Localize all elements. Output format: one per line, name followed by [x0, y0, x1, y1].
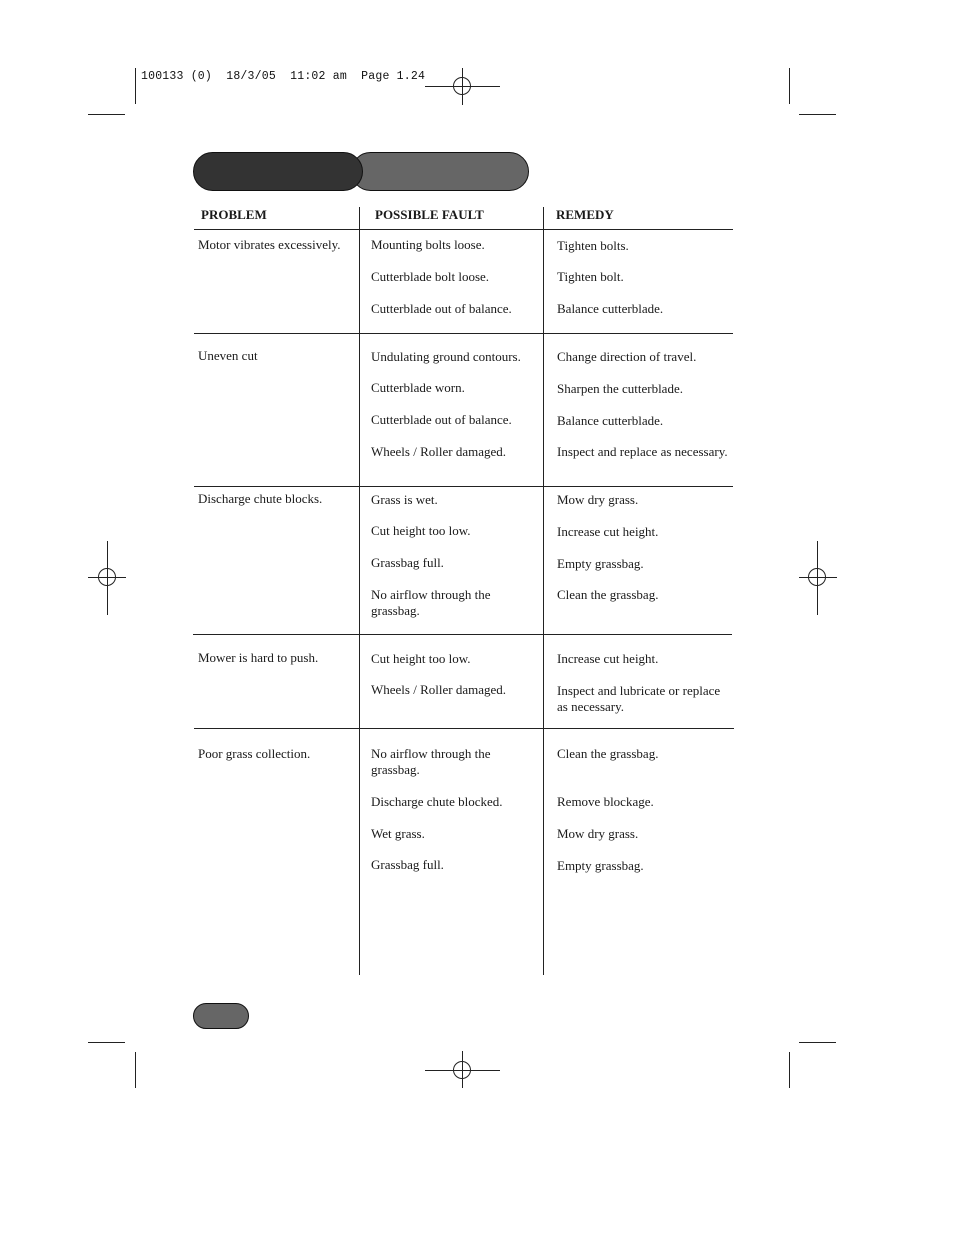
fault-cell: Discharge chute blocked.	[371, 794, 503, 809]
fault-cell: Cutterblade bolt loose.	[371, 269, 490, 284]
print-slug: 100133 (0) 18/3/05 11:02 am Page 1.24	[141, 70, 426, 83]
page-number-tab	[193, 1003, 249, 1029]
fault-cell: No airflow through the	[371, 746, 491, 761]
fault-cell: Grass is wet.	[371, 492, 438, 507]
fault-cell: Wet grass.	[371, 826, 425, 841]
fault-cell: Cutterblade out of balance.	[371, 412, 512, 427]
problem-cell: Uneven cut	[198, 348, 258, 363]
remedy-cell: Inspect and lubricate or replace	[557, 683, 721, 698]
fault-cell: Cut height too low.	[371, 651, 471, 666]
header-problem: PROBLEM	[201, 207, 267, 222]
remedy-cell: Mow dry grass.	[557, 826, 639, 841]
fault-cell: grassbag.	[371, 603, 420, 618]
fault-cell: Undulating ground contours.	[371, 349, 521, 364]
remedy-cell: as necessary.	[557, 699, 625, 714]
remedy-cell: Inspect and replace as necessary.	[557, 444, 728, 459]
fault-cell: Cutterblade out of balance.	[371, 301, 512, 316]
remedy-cell: Clean the grassbag.	[557, 587, 659, 602]
problem-cell: Motor vibrates excessively.	[198, 237, 341, 252]
problem-cell: Mower is hard to push.	[198, 650, 319, 665]
remedy-cell: Tighten bolt.	[557, 269, 624, 284]
fault-cell: grassbag.	[371, 762, 420, 777]
fault-cell: No airflow through the	[371, 587, 491, 602]
row-rule	[193, 634, 732, 635]
remedy-cell: Balance cutterblade.	[557, 413, 664, 428]
remedy-cell: Clean the grassbag.	[557, 746, 659, 761]
remedy-cell: Empty grassbag.	[557, 556, 644, 571]
fault-cell: Cutterblade worn.	[371, 380, 465, 395]
fault-cell: Cut height too low.	[371, 523, 471, 538]
remedy-cell: Increase cut height.	[557, 651, 659, 666]
remedy-cell: Empty grassbag.	[557, 858, 644, 873]
fault-cell: Grassbag full.	[371, 555, 444, 570]
remedy-cell: Remove blockage.	[557, 794, 654, 809]
row-rule	[194, 486, 733, 487]
remedy-cell: Tighten bolts.	[557, 238, 629, 253]
header-tab-secondary	[351, 152, 529, 191]
fault-cell: Mounting bolts loose.	[371, 237, 485, 252]
remedy-cell: Increase cut height.	[557, 524, 659, 539]
problem-cell: Poor grass collection.	[198, 746, 311, 761]
header-remedy: REMEDY	[556, 207, 614, 222]
remedy-cell: Sharpen the cutterblade.	[557, 381, 683, 396]
problem-cell: Discharge chute blocks.	[198, 491, 323, 506]
remedy-cell: Balance cutterblade.	[557, 301, 664, 316]
header-tab-primary	[193, 152, 363, 191]
header-possible-fault: POSSIBLE FAULT	[375, 207, 484, 222]
fault-cell: Wheels / Roller damaged.	[371, 444, 507, 459]
row-rule	[194, 728, 734, 729]
fault-cell: Wheels / Roller damaged.	[371, 682, 507, 697]
remedy-cell: Mow dry grass.	[557, 492, 639, 507]
header-rule	[194, 229, 733, 230]
column-divider-1	[359, 207, 360, 975]
column-divider-2	[543, 207, 544, 975]
row-rule	[194, 333, 733, 334]
fault-cell: Grassbag full.	[371, 857, 444, 872]
remedy-cell: Change direction of travel.	[557, 349, 697, 364]
